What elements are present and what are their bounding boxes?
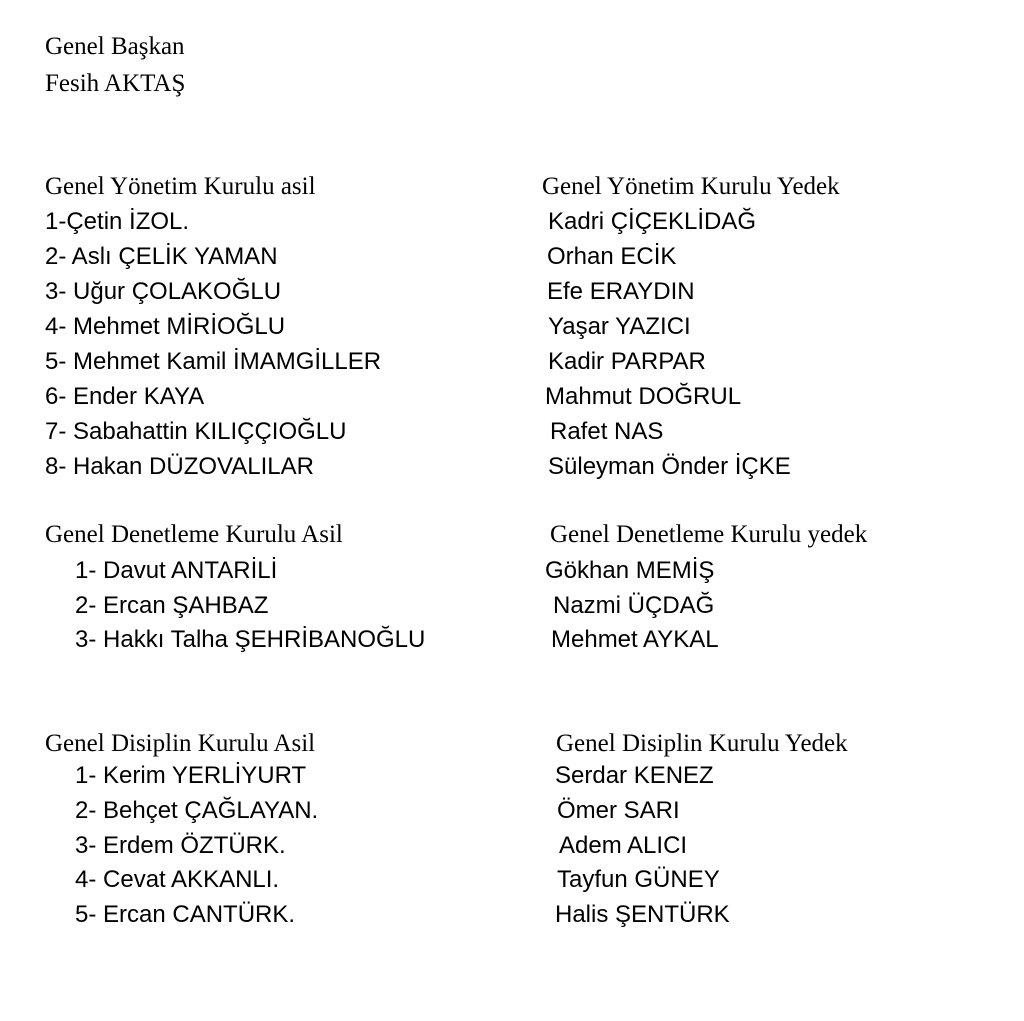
disiplin-asil-heading: Genel Disiplin Kurulu Asil	[45, 730, 316, 757]
yonetim-yedek-member: Kadri ÇİÇEKLİDAĞ	[548, 208, 757, 235]
disiplin-asil-member: 4- Cevat AKKANLI.	[75, 866, 280, 893]
yonetim-yedek-heading: Genel Yönetim Kurulu Yedek	[542, 173, 840, 200]
yonetim-asil-member: 4- Mehmet MİRİOĞLU	[45, 313, 286, 340]
yonetim-yedek-member: Yaşar YAZICI	[548, 313, 691, 340]
yonetim-asil-member: 6- Ender KAYA	[45, 383, 205, 410]
president-title: Genel Başkan	[45, 33, 185, 60]
denetleme-asil-member: 1- Davut ANTARİLİ	[75, 557, 278, 584]
president-name: Fesih AKTAŞ	[45, 70, 186, 97]
disiplin-asil-member: 2- Behçet ÇAĞLAYAN.	[75, 797, 319, 824]
yonetim-asil-heading: Genel Yönetim Kurulu asil	[45, 173, 316, 200]
yonetim-yedek-member: Süleyman Önder İÇKE	[548, 453, 791, 480]
disiplin-yedek-member: Tayfun GÜNEY	[557, 866, 720, 893]
disiplin-yedek-heading: Genel Disiplin Kurulu Yedek	[556, 730, 848, 757]
yonetim-asil-member: 5- Mehmet Kamil İMAMGİLLER	[45, 348, 382, 375]
yonetim-asil-member: 3- Uğur ÇOLAKOĞLU	[45, 278, 282, 305]
denetleme-asil-member: 2- Ercan ŞAHBAZ	[75, 592, 269, 619]
denetleme-asil-heading: Genel Denetleme Kurulu Asil	[45, 521, 343, 548]
denetleme-yedek-heading: Genel Denetleme Kurulu yedek	[550, 521, 868, 548]
denetleme-asil-member: 3- Hakkı Talha ŞEHRİBANOĞLU	[75, 626, 426, 653]
yonetim-yedek-member: Efe ERAYDIN	[547, 278, 695, 305]
yonetim-asil-member: 1-Çetin İZOL.	[45, 208, 190, 235]
disiplin-yedek-member: Halis ŞENTÜRK	[555, 901, 730, 928]
denetleme-yedek-member: Gökhan MEMİŞ	[545, 557, 715, 584]
yonetim-asil-member: 8- Hakan DÜZOVALILAR	[45, 453, 314, 480]
disiplin-asil-member: 1- Kerim YERLİYURT	[75, 762, 307, 789]
disiplin-yedek-member: Adem ALICI	[559, 832, 688, 859]
yonetim-yedek-member: Orhan ECİK	[547, 243, 677, 270]
yonetim-asil-member: 2- Aslı ÇELİK YAMAN	[45, 243, 278, 270]
yonetim-yedek-member: Mahmut DOĞRUL	[545, 383, 742, 410]
yonetim-yedek-member: Kadir PARPAR	[548, 348, 706, 375]
disiplin-yedek-member: Ömer SARI	[557, 797, 680, 824]
denetleme-yedek-member: Nazmi ÜÇDAĞ	[553, 592, 715, 619]
disiplin-yedek-member: Serdar KENEZ	[555, 762, 714, 789]
yonetim-yedek-member: Rafet NAS	[550, 418, 664, 445]
disiplin-asil-member: 3- Erdem ÖZTÜRK.	[75, 832, 286, 859]
disiplin-asil-member: 5- Ercan CANTÜRK.	[75, 901, 296, 928]
denetleme-yedek-member: Mehmet AYKAL	[551, 626, 719, 653]
yonetim-asil-member: 7- Sabahattin KILIÇÇIOĞLU	[45, 418, 347, 445]
